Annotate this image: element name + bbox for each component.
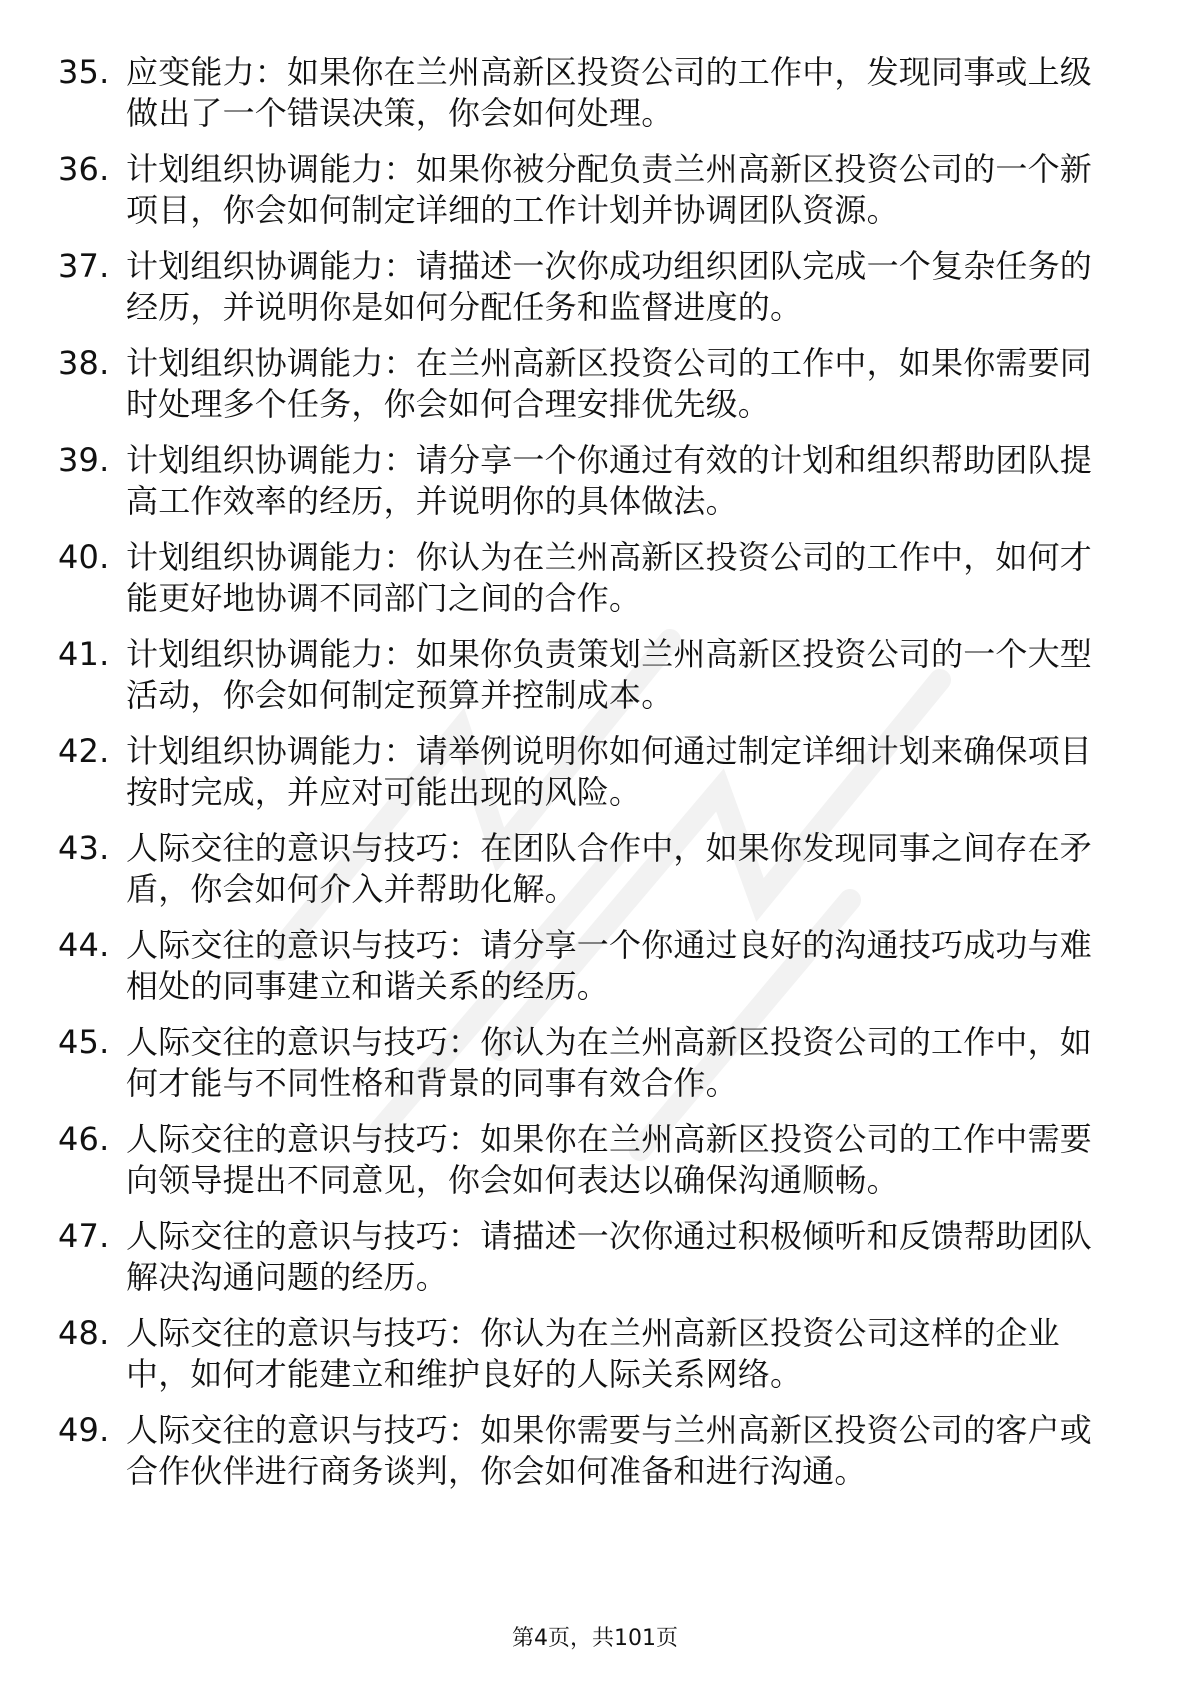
question-text: 计划组织协调能力：请分享一个你通过有效的计划和组织帮助团队提高工作效率的经历，并说明你的具体做法。 <box>126 441 1093 520</box>
question-text: 人际交往的意识与技巧：如果你在兰州高新区投资公司的工作中需要向领导提出不同意见，你会如何表达以确保沟通顺畅。 <box>126 1120 1093 1199</box>
question-number: 40. <box>58 538 110 576</box>
question-number: 47. <box>58 1217 110 1255</box>
question-list <box>58 52 1118 1507</box>
question-item <box>58 1313 1118 1395</box>
question-text: 人际交往的意识与技巧：如果你需要与兰州高新区投资公司的客户或合作伙伴进行商务谈判，你会如何准备和进行沟通。 <box>126 1411 1093 1490</box>
question-number: 45. <box>58 1023 110 1061</box>
question-item <box>58 925 1118 1007</box>
page-footer <box>0 1624 1190 1654</box>
question-number: 36. <box>58 150 110 188</box>
question-item <box>58 246 1118 328</box>
question-item <box>58 731 1118 813</box>
question-item <box>58 1119 1118 1201</box>
question-item <box>58 343 1118 425</box>
question-number: 49. <box>58 1411 110 1449</box>
question-item <box>58 1022 1118 1104</box>
question-item <box>58 1410 1118 1492</box>
question-number: 46. <box>58 1120 110 1158</box>
question-text: 计划组织协调能力：你认为在兰州高新区投资公司的工作中，如何才能更好地协调不同部门之间的合作。 <box>126 538 1093 617</box>
question-text: 计划组织协调能力：如果你负责策划兰州高新区投资公司的一个大型活动，你会如何制定预算并控制成本。 <box>126 635 1093 714</box>
question-text: 人际交往的意识与技巧：在团队合作中，如果你发现同事之间存在矛盾，你会如何介入并帮助化解。 <box>126 829 1093 908</box>
question-number: 37. <box>58 247 110 285</box>
question-number: 43. <box>58 829 110 867</box>
question-text: 人际交往的意识与技巧：你认为在兰州高新区投资公司这样的企业中，如何才能建立和维护良好的人际关系网络。 <box>126 1314 1060 1393</box>
question-text: 应变能力：如果你在兰州高新区投资公司的工作中，发现同事或上级做出了一个错误决策，你会如何处理。 <box>126 53 1093 132</box>
question-text: 人际交往的意识与技巧：请分享一个你通过良好的沟通技巧成功与难相处的同事建立和谐关系的经历。 <box>126 926 1093 1005</box>
question-number: 41. <box>58 635 110 673</box>
question-item <box>58 537 1118 619</box>
question-number: 35. <box>58 53 110 91</box>
question-text: 计划组织协调能力：在兰州高新区投资公司的工作中，如果你需要同时处理多个任务，你会如何合理安排优先级。 <box>126 344 1093 423</box>
question-number: 39. <box>58 441 110 479</box>
question-number: 44. <box>58 926 110 964</box>
question-item <box>58 1216 1118 1298</box>
question-text: 计划组织协调能力：请描述一次你成功组织团队完成一个复杂任务的经历，并说明你是如何分配任务和监督进度的。 <box>126 247 1093 326</box>
question-item <box>58 149 1118 231</box>
question-item <box>58 828 1118 910</box>
question-text: 人际交往的意识与技巧：请描述一次你通过积极倾听和反馈帮助团队解决沟通问题的经历。 <box>126 1217 1093 1296</box>
question-text: 计划组织协调能力：如果你被分配负责兰州高新区投资公司的一个新项目，你会如何制定详细的工作计划并协调团队资源。 <box>126 150 1093 229</box>
question-text: 人际交往的意识与技巧：你认为在兰州高新区投资公司的工作中，如何才能与不同性格和背景的同事有效合作。 <box>126 1023 1093 1102</box>
question-item <box>58 440 1118 522</box>
question-item <box>58 52 1118 134</box>
question-number: 48. <box>58 1314 110 1352</box>
question-text: 计划组织协调能力：请举例说明你如何通过制定详细计划来确保项目按时完成，并应对可能出现的风险。 <box>126 732 1093 811</box>
question-item <box>58 634 1118 716</box>
question-number: 38. <box>58 344 110 382</box>
page-number-label: 第4页，共101页 <box>512 1626 678 1651</box>
question-number: 42. <box>58 732 110 770</box>
